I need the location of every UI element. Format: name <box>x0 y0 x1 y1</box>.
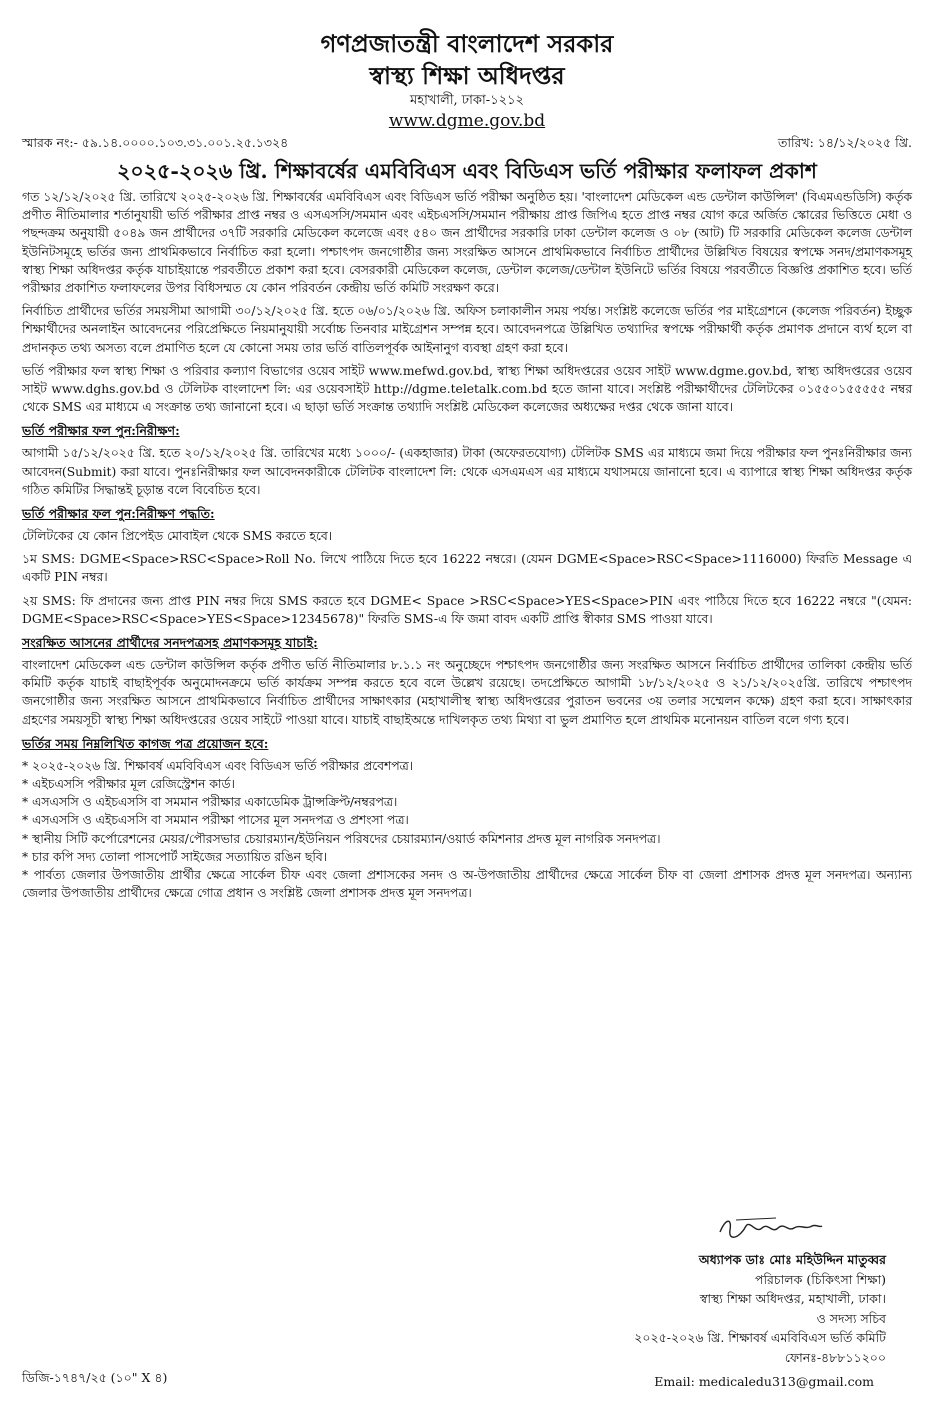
method-heading: ভর্তি পরীক্ষার ফল পুন:নিরীক্ষণ পদ্ধতি: <box>22 506 215 522</box>
signatory-phone: ফোনঃ-৪৮৮১১২০০ <box>784 1349 886 1365</box>
admission-paragraph: নির্বাচিত প্রার্থীদের ভর্তির সময়সীমা আগামী ৩০/১২/২০২৫ খ্রি. হতে ০৬/০১/২০২৬ খ্রি. অফিস চলাকালীন সময় পর্যন্ত। সংশ্লিষ্ট কলেজে ভর্তির পর মাইগ্রেশনে (কলেজ পরিবর্তন) ইচ্ছুক শিক্ষার্থীদের অনলাইন আবেদনের পরিপ্রেক্ষিতে নিয়মানুযায়ী সর্বোচ্চ তিনবার মাইগ্রেশন সম্পন্ন হবে। আবেদনপত্রে উল্লিখিত তথ্যাদির স্বপক্ষে পরীক্ষার্থী কর্তৃক প্রমাণক প্রদানে ব্যর্থ হলে বা প্রদানকৃত তথ্য অসত্য বলে প্রমাণিত হলে যে কোনো সময় তার ভর্তি বাতিলপূর্বক আইনানুগ ব্যবস্থা গ্রহণ করা হবে। <box>22 304 912 355</box>
handwritten-signature <box>716 1212 826 1242</box>
list-item: * এইচএসসি পরীক্ষার মূল রেজিস্ট্রেশন কার্ড। <box>22 777 235 792</box>
signatory-designation: পরিচালক (চিকিৎসা শিক্ষা) <box>755 1271 886 1287</box>
contact-email: Email: medicaledu313@gmail.com <box>654 1374 874 1389</box>
method-intro: টেলিটকের যে কোন প্রিপেইড মোবাইল থেকে SMS করতে হবে। <box>22 529 333 544</box>
signatory-details <box>506 1250 886 1367</box>
department-name: স্বাস্থ্য শিক্ষা অধিদপ্তর <box>369 61 565 90</box>
signatory-name: অধ্যাপক ডাঃ মোঃ মহিউদ্দিন মাতুব্বর <box>698 1252 886 1267</box>
review-text: আগামী ১৫/১২/২০২৫ খ্রি. হতে ২০/১২/২০২৫ খ্রি. তারিখের মধ্যে ১০০০/- (একহাজার) টাকা (অফেরতযোগ্য) টেলিটক SMS এর মাধ্যমে জমা দিয়ে পরীক্ষার ফল পুনঃনিরীক্ষার জন্য আবেদন(Submit) করা যাবে। পুনঃনিরীক্ষার ফল আবেদনকারীকে টেলিটক বাংলাদেশ লি: থেকে এসএমএস এর মাধ্যমে যথাসময়ে জানানো হবে। এ ব্যাপারে স্বাস্থ্য শিক্ষা অধিদপ্তর কর্তৃক গঠিত কমিটির সিদ্ধান্তই চূড়ান্ত বলে বিবেচিত হবে। <box>22 446 912 497</box>
government-name: গণপ্রজাতন্ত্রী বাংলাদেশ সরকার <box>320 29 614 58</box>
quota-text: বাংলাদেশ মেডিকেল এন্ড ডেন্টাল কাউন্সিল কর্তৃক প্রণীত ভর্তি নীতিমালার ৮.১.১ নং অনুচ্ছেদে পশ্চাৎপদ জনগোষ্ঠীর জন্য সংরক্ষিত আসনে নির্বাচিত প্রার্থীদের তালিকা কেন্দ্রীয় ভর্তি কমিটি কর্তৃক যাচাই বাছাইপূর্বক অনুমোদনক্রমে ভর্তি কার্যক্রম সম্পন্ন করতে হবে বলে উল্লেখ রয়েছে। তদপ্রেক্ষিতে আগামী ১৮/১২/২০২৫ ও ২১/১২/২০২৫খ্রি. তারিখে পশ্চাৎপদ জনগোষ্ঠীর জন্য সংরক্ষিত আসনে প্রাথমিকভাবে নির্বাচিত প্রার্থীদের সাক্ষাৎকার (মহাখালীস্থ স্বাস্থ্য অধিদপ্তরের পুরাতন ভবনের ৩য় তলার সম্মেলন কক্ষে) গ্রহণ করা হবে। সাক্ষাৎকার গ্রহণের সময়সূচী স্বাস্থ্য শিক্ষা অধিদপ্তরের ওয়েব সাইটে পাওয়া যাবে। যাচাই বাছাইঅন্তে দাখিলকৃত তথ্য মিথ্যা বা ভুল প্রমাণিত হলে প্রাথমিক মনোনয়ন বাতিল বলে গণ্য হবে। <box>22 658 912 727</box>
documents-list <box>22 757 912 903</box>
memo-line <box>22 134 912 152</box>
list-item: * এসএসসি ও এইচএসসি বা সমমান পরীক্ষার একাডেমিক ট্রান্সক্রিপ্ট/নম্বরপত্র। <box>22 795 398 810</box>
list-item: * পার্বত্য জেলার উপজাতীয় প্রার্থীর ক্ষেত্রে সার্কেল চীফ এবং জেলা প্রশাসকের সনদ ও অ-উপজাতীয় প্রার্থীদের ক্ষেত্রে সার্কেল চীফ বা জেলা প্রশাসক প্রদত্ত মূল সনদপত্র। অন্যান্য জেলার উপজাতীয় প্রার্থীদের ক্ষেত্রে গোত্র প্রধান ও সংশ্লিষ্ট জেলা প্রশাসক প্রদত্ত মূল সনদপত্র। <box>22 868 912 901</box>
list-item: * চার কপি সদ্য তোলা পাসপোর্ট সাইজের সত্যায়িত রঙিন ছবি। <box>22 849 328 864</box>
list-item: * স্থানীয় সিটি কর্পোরেশনের মেয়র/পৌরসভার চেয়ারম্যান/ইউনিয়ন পরিষদের চেয়ারম্যান/ওয়ার্ড কমিশনার প্রদত্ত মূল নাগরিক সনদপত্র। <box>22 831 661 846</box>
review-heading: ভর্তি পরীক্ষার ফল পুন:নিরীক্ষণ: <box>22 423 180 439</box>
website-paragraph: ভর্তি পরীক্ষার ফল স্বাস্থ্য শিক্ষা ও পরিবার কল্যাণ বিভাগের ওয়েব সাইট www.mefwd.gov.bd, স্বাস্থ্য শিক্ষা অধিদপ্তরের ওয়েব সাইট www.dgme.gov.bd, স্বাস্থ্য অধিদপ্তরের ওয়েব সাইট www.dghs.gov.bd ও টেলিটক বাংলাদেশ লি: এর ওয়েবসাইট http://dgme.teletalk.com.bd হতে জানা যাবে। সংশ্লিষ্ট পরীক্ষার্থীদের টেলিটকের ০১৫৫০১৫৫৫৫৫ নম্বর থেকে SMS এর মাধ্যমে এ সংক্রান্ত তথ্য জানানো হবে। এ ছাড়া ভর্তি সংক্রান্ত তথ্যাদি সংশ্লিষ্ট মেডিকেল কলেজের অধ্যক্ষের দপ্তর থেকে জানা যাবে। <box>22 363 912 415</box>
documents-heading: ভর্তির সময় নিম্নলিখিত কাগজ পত্র প্রয়োজন হবে: <box>22 735 269 751</box>
notice-title: ২০২৫-২০২৬ খ্রি. শিক্ষাবর্ষের এমবিবিএস এবং বিডিএস ভর্তি পরীক্ষার ফলাফল প্রকাশ <box>117 159 817 183</box>
office-address: মহাখালী, ঢাকা-১২১২ <box>410 93 524 108</box>
sms-step-2: ২য় SMS: ফি প্রদানের জন্য প্রাপ্ত PIN নম্বর দিয়ে SMS করতে হবে DGME< Space >RSC<Space>YES<Space>PIN এবং পাঠিয়ে দিতে হবে 16222 নম্বরে "(যেমন: DGME<Space>RSC<Space>YES<Space>12345678)" ফিরতি SMS-এ ফি জমা বাবদ একটি প্রাপ্তি স্বীকার SMS পাওয়া যাবে। <box>22 593 912 626</box>
list-item: * ২০২৫-২০২৬ খ্রি. শিক্ষাবর্ষ এমবিবিএস এবং বিডিএস ভর্তি পরীক্ষার প্রবেশপত্র। <box>22 758 414 773</box>
memo-date: তারিখ: ১৪/১২/২০২৫ খ্রি. <box>777 135 912 150</box>
signatory-role: ও সদস্য সচিব <box>816 1310 886 1326</box>
signatory-office: স্বাস্থ্য শিক্ষা অধিদপ্তর, মহাখালী, ঢাকা। <box>699 1291 886 1306</box>
signatory-committee: ২০২৫-২০২৬ খ্রি. শিক্ষাবর্ষ এমবিবিএস ভর্তি কমিটি <box>634 1330 886 1345</box>
sms-step-1: ১ম SMS: DGME<Space>RSC<Space>Roll No. লিখে পাঠিয়ে দিতে হবে 16222 নম্বরে। (যেমন DGME<Space>RSC<Space>1116000) ফিরতি Message এ একটি PIN নম্বর। <box>22 552 912 585</box>
result-paragraph: গত ১২/১২/২০২৫ খ্রি. তারিখে ২০২৫-২০২৬ খ্রি. শিক্ষাবর্ষের এমবিবিএস এবং বিডিএস ভর্তি পরীক্ষা অনুষ্ঠিত হয়। 'বাংলাদেশ মেডিকেল এন্ড ডেন্টাল কাউন্সিল' (বিএমএন্ডডিসি) কর্তৃক প্রণীত নীতিমালার শর্তানুযায়ী ভর্তি পরীক্ষার প্রাপ্ত নম্বর ও এসএসসি/সমমান এবং এইচএসসি/সমমান পরীক্ষায় প্রাপ্ত জিপিএ হতে প্রাপ্ত নম্বর যোগ করে অর্জিত স্কোরের ভিত্তিতে মেধা ও পছন্দক্রম অনুযায়ী ৫০৪৯ জন প্রার্থীদের ৩৭টি সরকারি মেডিকেল কলেজে এবং ৫৪০ জন প্রার্থীদের সরকারি ঢাকা ডেন্টাল কলেজ ও ০৮ (আট) টি সরকারি মেডিকেল কলেজ ডেন্টাল ইউনিটসমূহে ভর্তির জন্য প্রাথমিকভাবে নির্বাচিত করা হলো। পশ্চাৎপদ জনগোষ্ঠীর জন্য সংরক্ষিত আসনে প্রাথমিকভাবে নির্বাচিত প্রার্থীদের উল্লিখিত বিষয়ের স্বপক্ষে সনদ/প্রমাণকসমূহ স্বাস্থ্য শিক্ষা অধিদপ্তর কর্তৃক যাচাইয়ান্তে পরবর্তীতে প্রকাশ করা হবে। বেসরকারী মেডিকেল কলেজ, ডেন্টাল কলেজ/ডেন্টাল ইউনিটে ভর্তির বিষয়ে পরবর্তীতে বিজ্ঞপ্তি প্রকাশিত হবে। ভর্তি পরীক্ষার প্রকাশিত ফলাফলের উপর বিধিসম্মত যে কোন পরিবর্তন কেন্দ্রীয় ভর্তি কমিটি সংরক্ষণ করে। <box>22 190 912 296</box>
list-item: * এসএসসি ও এইচএসসি বা সমমান পরীক্ষা পাসের মূল সনদপত্র ও প্রশংসা পত্র। <box>22 813 409 828</box>
website-link[interactable]: www.dgme.gov.bd <box>388 111 546 131</box>
memo-reference: স্মারক নং:- ৫৯.১৪.০০০০.১০৩.৩১.০০১.২৫.১৩২৪ <box>22 135 289 150</box>
letterhead <box>22 0 912 132</box>
print-code: ডিজি-১৭৪৭/২৫ (১০" X ৪) <box>22 1370 168 1385</box>
quota-heading: সংরক্ষিত আসনের প্রার্থীদের সনদপত্রসহ প্রমাণকসমূহ যাচাই: <box>22 635 318 651</box>
